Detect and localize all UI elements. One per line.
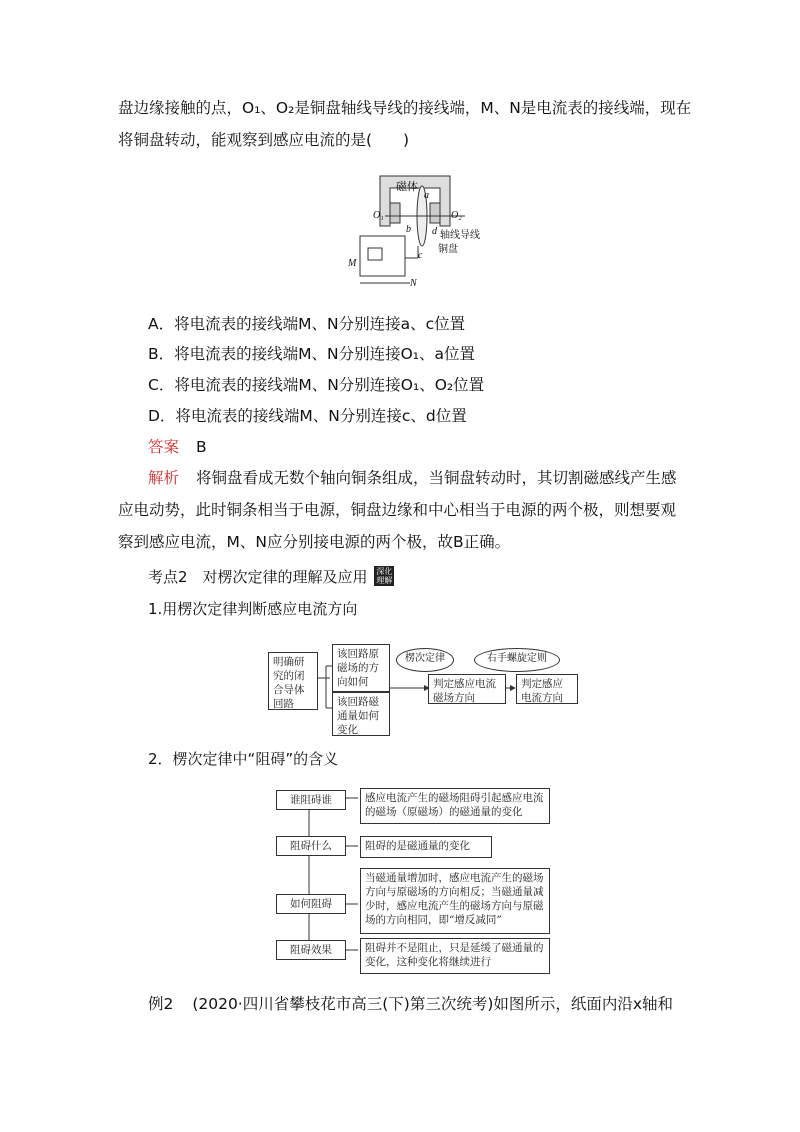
flow1-rule2: 右手螺旋定则 [474,648,560,672]
sub1-title: 1.用楞次定律判断感应电流方向 [148,600,358,618]
label-d: d [432,226,437,237]
flow2-text-4: 阻碍并不是阻止，只是延缓了磁通量的变化，这种变化将继续进行 [360,938,550,974]
flow2-label-2: 阻碍什么 [276,836,346,856]
example-line [148,992,673,1014]
badge-bottom: 理解 [376,576,393,585]
flow1-end: 判定感应电流方向 [516,674,578,704]
answer-value: B [195,438,207,456]
section-badge [374,566,394,586]
label-c: c [418,250,423,261]
option-d: D．将电流表的接线端M、N分别连接c、d位置 [148,407,467,425]
option-b: B．将电流表的接线端M、N分别连接O₁、a位置 [148,345,476,363]
flow2-text-3: 当磁通量增加时，感应电流产生的磁场方向与原磁场的方向相反；当磁通量减少时，感应电流产生的磁场方向与原磁场的方向相同，即“增反减同” [360,868,550,934]
answer-label: 答案 [148,438,180,456]
flow1-q2: 该回路磁通量如何变化 [332,692,390,736]
section-title-text: 考点2 对楞次定律的理解及应用 [148,568,368,586]
label-a: a [424,190,429,201]
copper-disk-figure [340,168,510,298]
axis-wire-label: 轴线导线 [440,230,480,241]
option-c: C．将电流表的接线端M、N分别连接O₁、O₂位置 [148,376,485,394]
flow1-q1: 该回路原磁场的方向如何 [332,644,390,692]
label-o1: O₁ [373,210,384,221]
flow1-rule1: 楞次定律 [396,648,454,672]
intro-line-2: 将铜盘转动，能观察到感应电流的是( ) [118,131,410,149]
analysis-line-3: 察到感应电流，M、N应分别接电源的两个极，故B正确。 [118,533,511,551]
flowchart-hinder-meaning [272,788,572,974]
disk-label: 铜盘 [438,244,458,255]
label-n: N [410,278,417,289]
flow1-mid: 判定感应电流磁场方向 [428,674,506,704]
flow2-label-4: 阻碍效果 [276,940,346,960]
analysis-label: 解析 [148,469,180,487]
analysis-text-1: 将铜盘看成无数个轴向铜条组成，当铜盘转动时，其切割磁感线产生感 [195,469,677,487]
apparatus-drawing [340,168,510,298]
example-text: (2020·四川省攀枝花市高三(下)第三次统考)如图所示，纸面内沿x轴和 [192,995,674,1013]
label-b: b [406,224,411,235]
flow2-text-1: 感应电流产生的磁场阻碍引起感应电流的磁场（原磁场）的磁通量的变化 [360,788,550,824]
flow1-start: 明确研究的闭合导体回路 [268,652,318,710]
label-o2: O₂ [451,210,462,221]
section-title [148,566,394,587]
analysis-line-1 [148,466,676,488]
label-m: M [348,258,357,269]
analysis-line-2: 应电动势，此时铜条相当于电源，铜盘边缘和中心相当于电源的两个极，则想要观 [118,501,677,519]
flow2-label-1: 谁阻碍谁 [276,790,346,810]
flow2-text-2: 阻碍的是磁通量的变化 [360,836,492,858]
flow2-label-3: 如何阻碍 [276,894,346,914]
flowchart-lenz-direction [268,636,588,736]
magnet-label: 磁体 [396,180,418,193]
answer-line [148,435,207,457]
badge-top: 深化 [376,567,393,576]
example-label: 例2 [148,995,174,1013]
option-a: A．将电流表的接线端M、N分别连接a、c位置 [148,315,466,333]
sub2-title: 2．楞次定律中“阻碍”的含义 [148,750,339,768]
intro-line-1: 盘边缘接触的点，O₁、O₂是铜盘轴线导线的接线端，M、N是电流表的接线端，现在 [118,99,692,117]
